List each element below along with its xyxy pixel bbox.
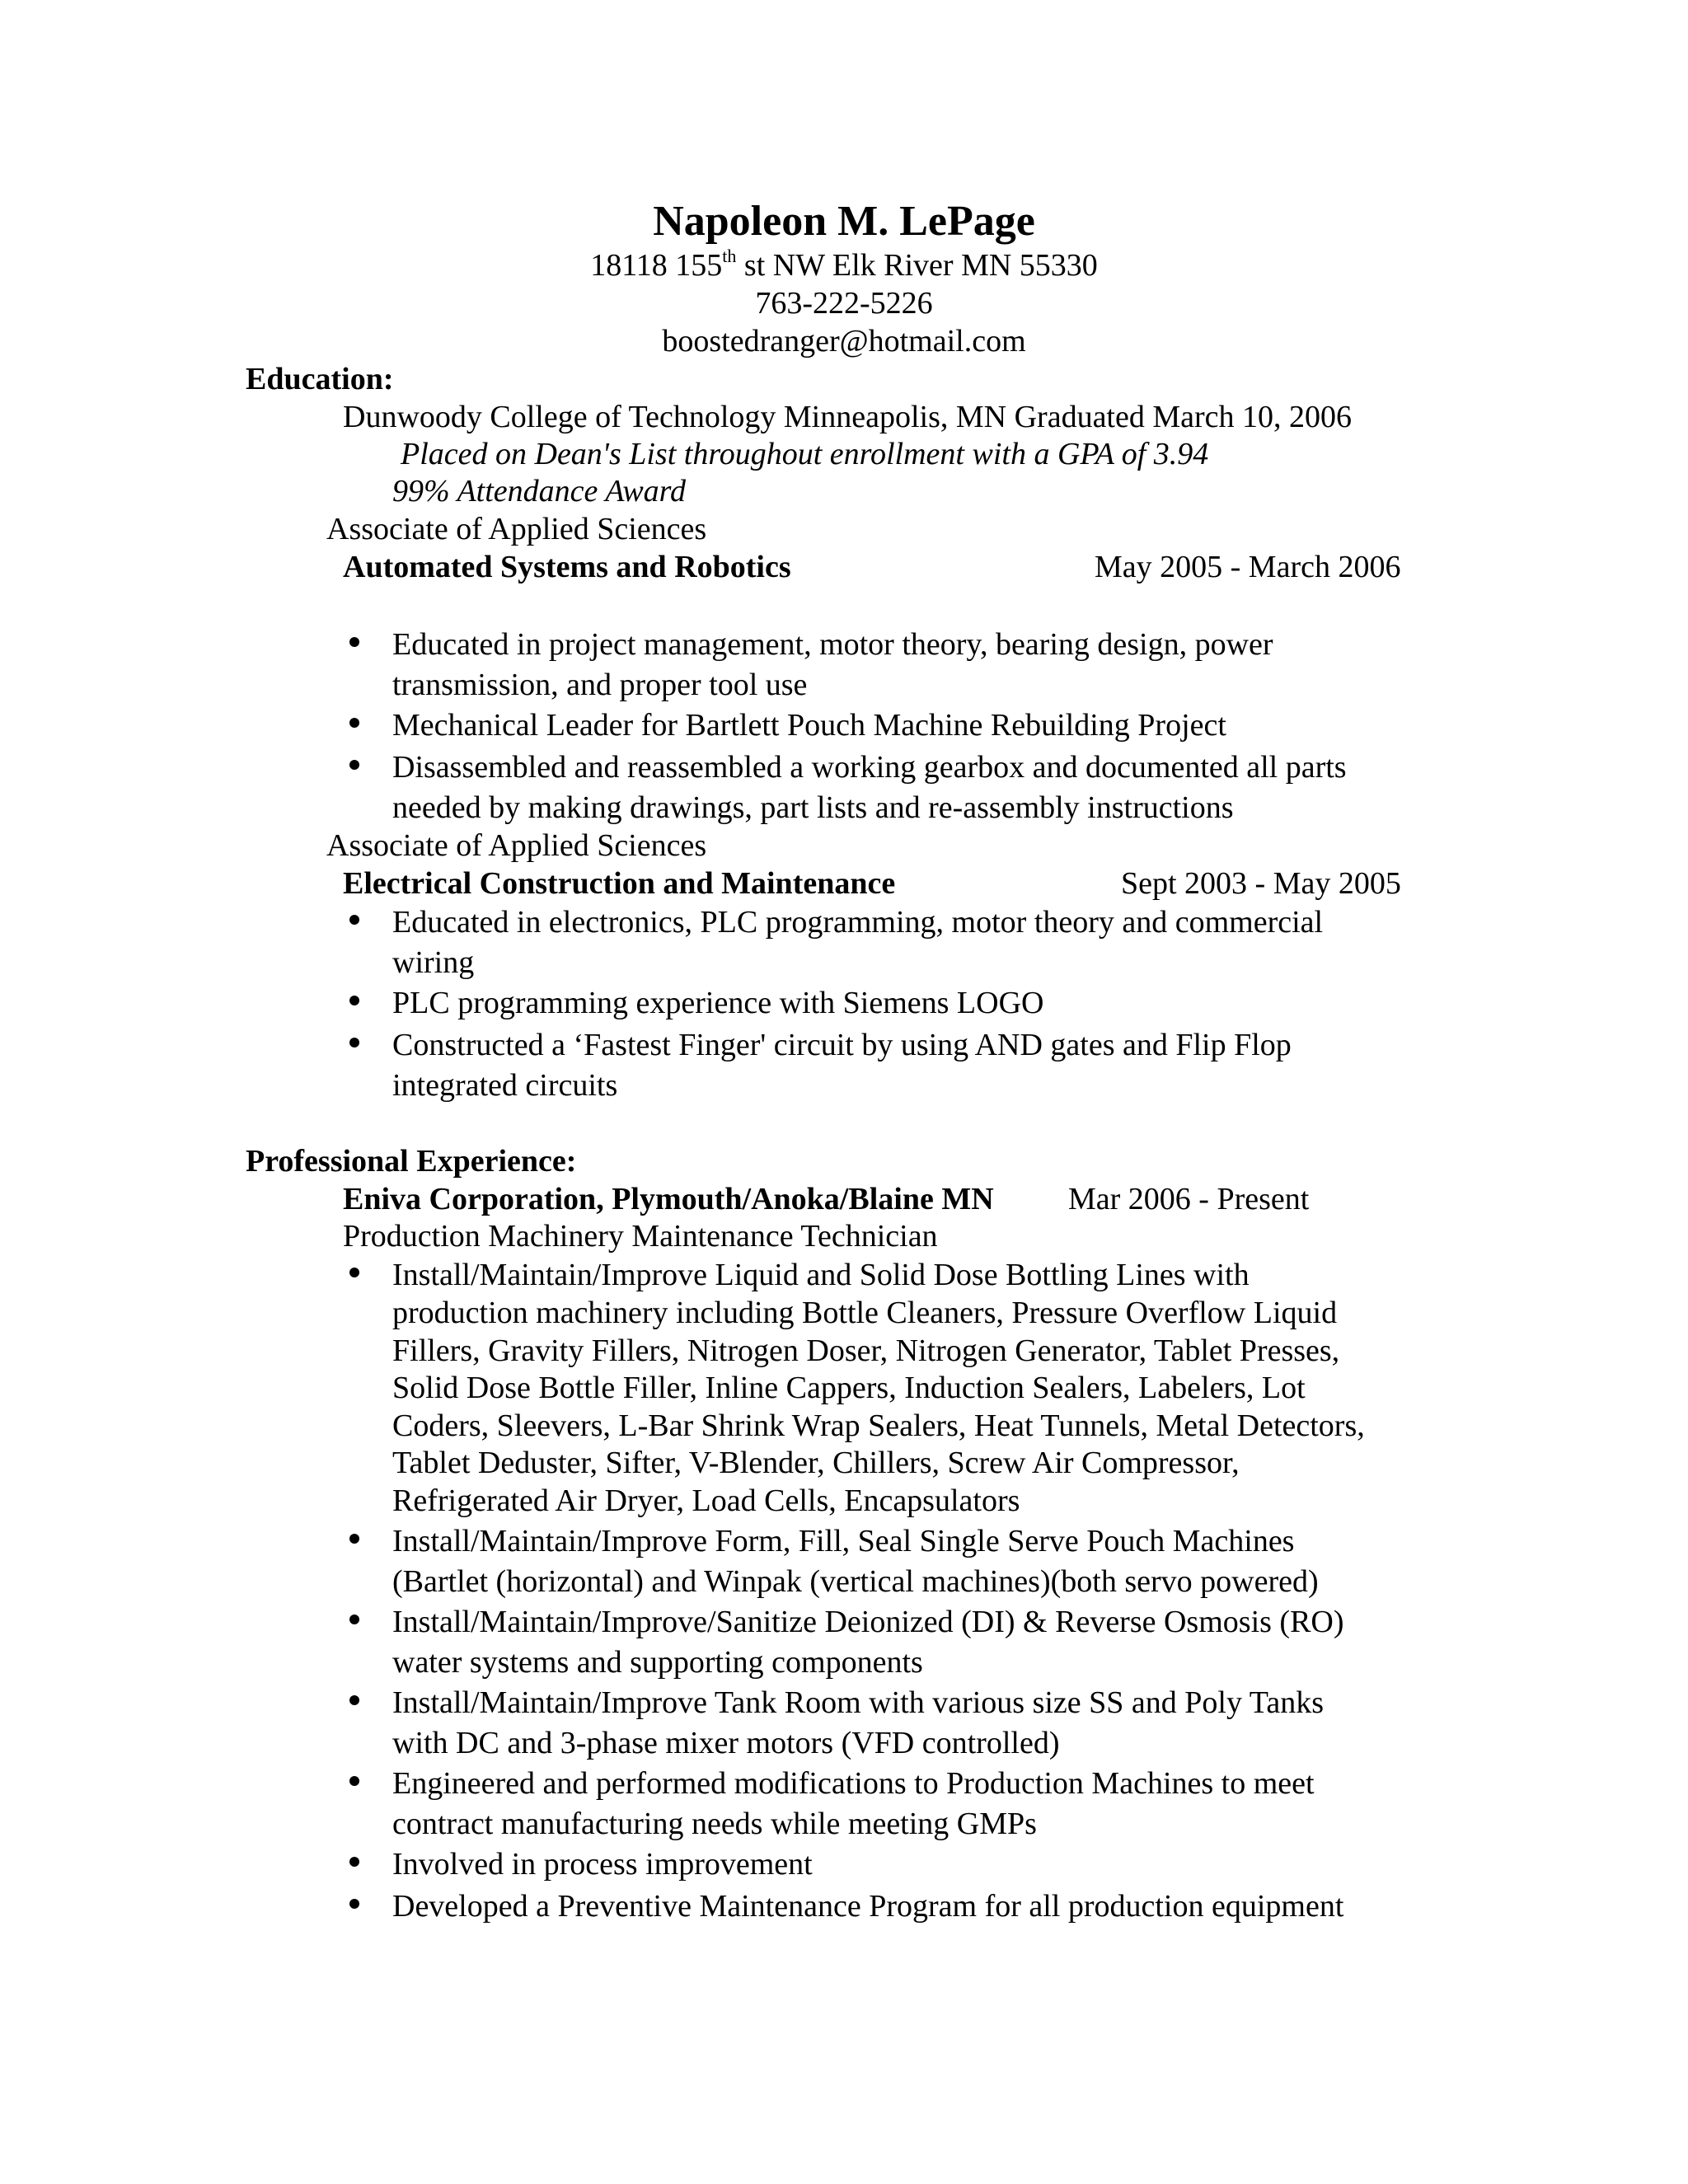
list-item-line: PLC programming experience with Siemens LOGO (392, 986, 1044, 1020)
list-item-line: Developed a Preventive Maintenance Program for all production equipment (392, 1889, 1344, 1924)
employment-dates: Mar 2006 - Present (1068, 1182, 1310, 1216)
phone-number: 763-222-5226 (755, 286, 933, 321)
list-item-line: Fillers, Gravity Fillers, Nitrogen Doser, Nitrogen Generator, Tablet Presses, (392, 1333, 1340, 1368)
list-item-line: Constructed a ‘Fastest Finger' circuit by using AND gates and Flip Flop (392, 1028, 1292, 1062)
program-dates: Sept 2003 - May 2005 (1121, 866, 1401, 901)
list-item-line: Install/Maintain/Improve Form, Fill, Seal Single Serve Pouch Machines (392, 1524, 1295, 1558)
bullet-icon (349, 996, 359, 1005)
address-number: 18118 155 (590, 248, 723, 283)
list-item-line: Tablet Deduster, Sifter, V-Blender, Chillers, Screw Air Compressor, (392, 1446, 1240, 1480)
program-title: Electrical Construction and Maintenance (343, 866, 896, 901)
list-item-line: wiring (392, 945, 475, 980)
list-item-line: Install/Maintain/Improve Liquid and Solid Dose Bottling Lines with (392, 1258, 1250, 1292)
list-item-line: Install/Maintain/Improve Tank Room with various size SS and Poly Tanks (392, 1685, 1325, 1720)
list-item-line: Educated in project management, motor theory, bearing design, power (392, 627, 1273, 662)
bullet-icon (349, 1534, 359, 1544)
education-heading: Education: (246, 362, 394, 396)
list-item-line: with DC and 3-phase mixer motors (VFD controlled) (392, 1726, 1060, 1760)
bullet-icon (349, 1695, 359, 1705)
school-line: Dunwoody College of Technology Minneapolis, MN Graduated March 10, 2006 (343, 400, 1353, 434)
bullet-icon (349, 1857, 359, 1867)
bullet-icon (349, 637, 359, 647)
candidate-name: Napoleon M. LePage (653, 198, 1035, 245)
list-item-line: contract manufacturing needs while meeting GMPs (392, 1807, 1037, 1841)
deans-list-honor: Placed on Dean's List throughout enrollment with a GPA of 3.94 (401, 437, 1209, 471)
list-item-line: Disassembled and reassembled a working gearbox and documented all parts (392, 750, 1347, 785)
experience-heading: Professional Experience: (246, 1144, 577, 1179)
list-item-line: Coders, Sleevers, L-Bar Shrink Wrap Sealers, Heat Tunnels, Metal Detectors, (392, 1408, 1365, 1443)
program-dates: May 2005 - March 2006 (1095, 550, 1401, 584)
program-title: Automated Systems and Robotics (343, 550, 791, 584)
list-item-line: needed by making drawings, part lists and re-assembly instructions (392, 790, 1234, 825)
bullet-icon (349, 718, 359, 728)
list-item-line: production machinery including Bottle Cleaners, Pressure Overflow Liquid (392, 1296, 1338, 1330)
address-line (0, 246, 1688, 283)
list-item-line: integrated circuits (392, 1068, 618, 1103)
bullet-icon (349, 915, 359, 925)
bullet-icon (349, 1268, 359, 1277)
list-item-line: (Bartlet (horizontal) and Winpak (vertical machines)(both servo powered) (392, 1564, 1319, 1599)
list-item-line: Mechanical Leader for Bartlett Pouch Machine Rebuilding Project (392, 708, 1226, 743)
bullet-icon (349, 1615, 359, 1624)
list-item-line: transmission, and proper tool use (392, 668, 808, 702)
list-item-line: water systems and supporting components (392, 1645, 923, 1680)
list-item-line: Educated in electronics, PLC programming, motor theory and commercial (392, 905, 1324, 940)
list-item-line: Solid Dose Bottle Filler, Inline Cappers, Induction Sealers, Labelers, Lot (392, 1371, 1306, 1405)
list-item-line: Refrigerated Air Dryer, Load Cells, Encapsulators (392, 1483, 1020, 1518)
address-rest: st NW Elk River MN 55330 (736, 248, 1098, 283)
bullet-icon (349, 1899, 359, 1909)
attendance-award: 99% Attendance Award (392, 474, 687, 509)
job-role: Production Machinery Maintenance Technician (343, 1219, 938, 1254)
program-degree: Associate of Applied Sciences (326, 828, 707, 863)
program-degree: Associate of Applied Sciences (326, 512, 707, 546)
list-item-line: Install/Maintain/Improve/Sanitize Deionized (DI) & Reverse Osmosis (RO) (392, 1605, 1344, 1639)
employer-name: Eniva Corporation, Plymouth/Anoka/Blaine MN (343, 1182, 994, 1216)
address-suffix: th (722, 246, 737, 266)
bullet-icon (349, 760, 359, 770)
list-item-line: Involved in process improvement (392, 1847, 813, 1882)
list-item-line: Engineered and performed modifications to Production Machines to meet (392, 1766, 1315, 1801)
bullet-icon (349, 1038, 359, 1047)
email-address: boostedranger@hotmail.com (662, 324, 1026, 359)
bullet-icon (349, 1776, 359, 1786)
